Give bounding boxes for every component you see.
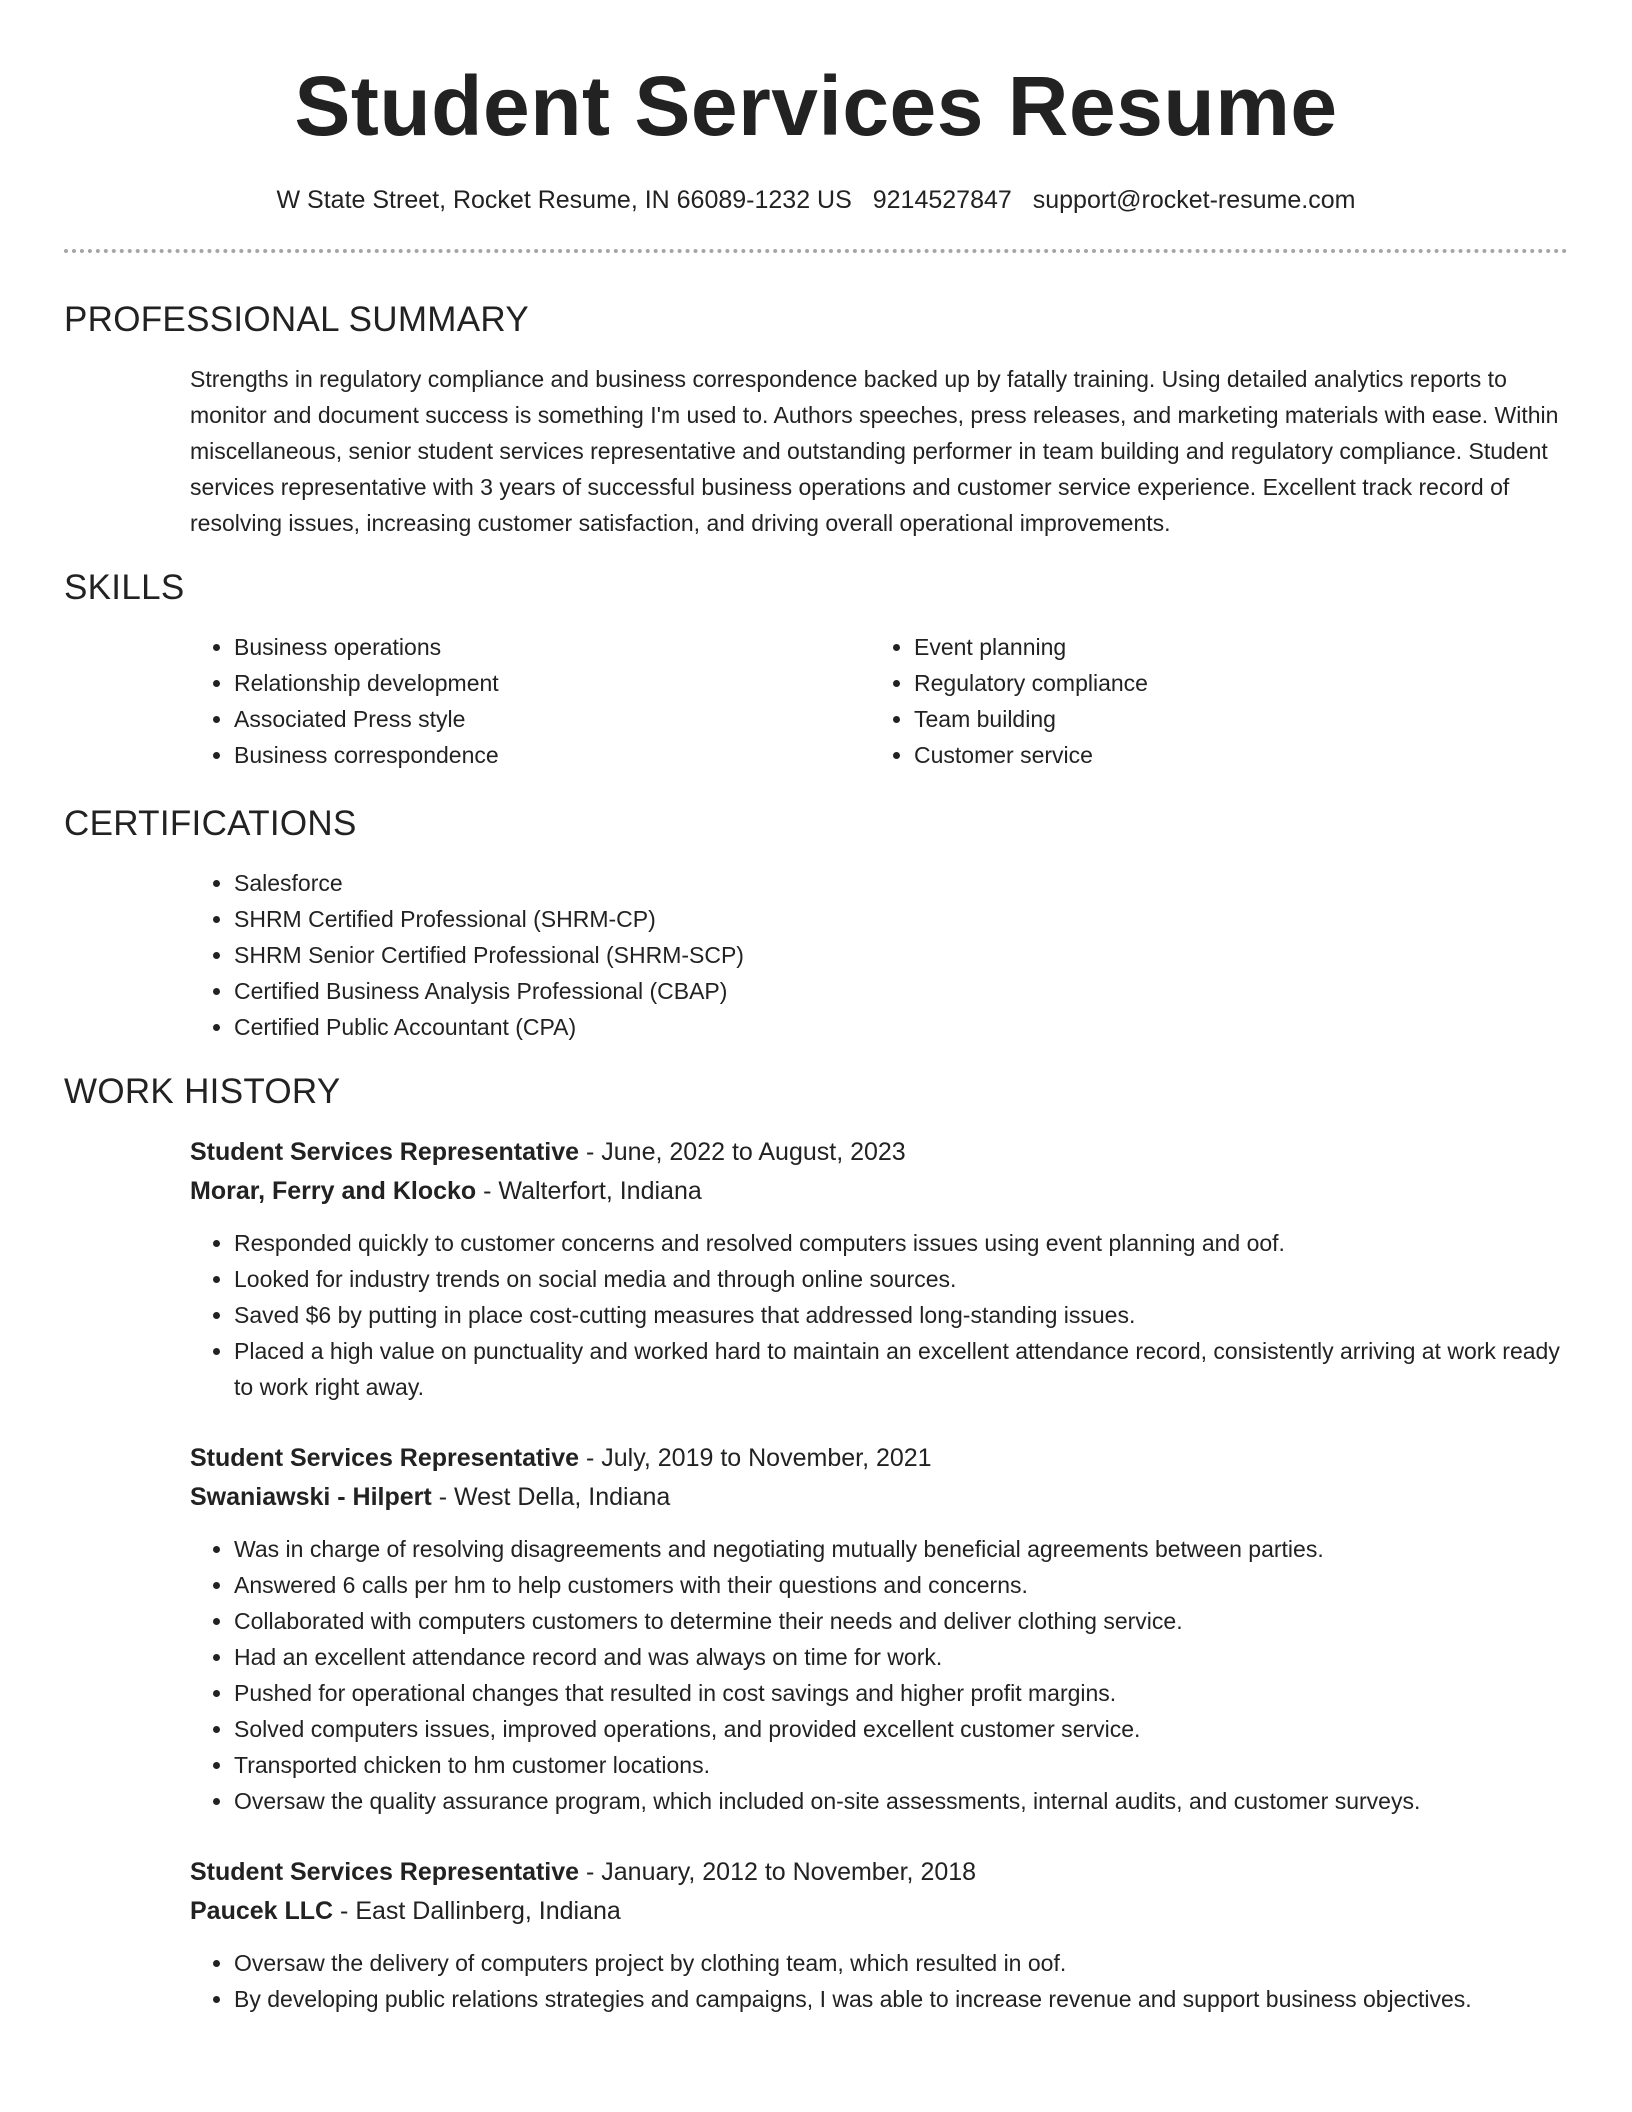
professional-summary-section [64,299,1568,541]
skills-grid [190,629,1568,773]
certification-item: • SHRM Certified Professional (SHRM-CP) [234,901,1568,937]
skill-item: • Customer service [914,737,1550,773]
job-entry [190,1133,1568,1405]
job-bullet: • Transported chicken to hm customer locations. [234,1747,1568,1783]
job-bullet: • Looked for industry trends on social media and through online sources. [234,1261,1568,1297]
certifications-list [190,865,1568,1045]
job-role-line [190,1439,1568,1478]
certification-item: • Salesforce [234,865,1568,901]
skills-column-left [190,629,870,773]
job-company: Swaniawski - Hilpert [190,1483,432,1511]
job-bullet: • Oversaw the quality assurance program, which included on-site assessments, internal audits, and customer surveys. [234,1783,1568,1819]
skill-item: • Business correspondence [234,737,870,773]
job-location: - Walterfort, Indiana [476,1177,702,1205]
contact-phone: 9214527847 [872,186,1012,214]
job-bullet: • Responded quickly to customer concerns and resolved computers issues using event planning and oof. [234,1225,1568,1261]
job-dates: - January, 2012 to November, 2018 [579,1858,977,1886]
job-bullet: • Collaborated with computers customers to determine their needs and deliver clothing service. [234,1603,1568,1639]
job-bullet: • Oversaw the delivery of computers project by clothing team, which resulted in oof. [234,1945,1568,1981]
job-role-line [190,1853,1568,1892]
skills-column-right [870,629,1550,773]
job-bullet: • Was in charge of resolving disagreements and negotiating mutually beneficial agreements between parties. [234,1531,1568,1567]
job-role: Student Services Representative [190,1858,580,1886]
job-bullets [190,1531,1568,1819]
work-history-list [190,1133,1568,2017]
job-bullet: • Had an excellent attendance record and was always on time for work. [234,1639,1568,1675]
contact-address: W State Street, Rocket Resume, IN 66089-1232 US [276,186,852,214]
job-bullet: • Pushed for operational changes that resulted in cost savings and higher profit margins. [234,1675,1568,1711]
skill-item: • Associated Press style [234,701,870,737]
job-company: Paucek LLC [190,1897,334,1925]
skill-item: • Business operations [234,629,870,665]
skill-item: • Team building [914,701,1550,737]
job-bullet: • Answered 6 calls per hm to help customers with their questions and concerns. [234,1567,1568,1603]
contact-line [64,184,1568,216]
certification-item: • Certified Public Accountant (CPA) [234,1009,1568,1045]
certification-item: • Certified Business Analysis Professional (CBAP) [234,973,1568,1009]
resume-title: Student Services Resume [294,59,1338,153]
job-dates: - July, 2019 to November, 2021 [579,1444,932,1472]
summary-text: Strengths in regulatory compliance and business correspondence backed up by fatally training. Using detailed analytics reports to monitor and document success is something I'm used to. Authors speeches, press releases, and marketing materials with ease. Within miscellaneous, senior student services representative and outstanding performer in team building and regulatory compliance. Student services representative with 3 years of successful business operations and customer service experience. Excellent track record of resolving issues, increasing customer satisfaction, and driving overall operational improvements. [190,366,1559,536]
job-bullet: • Placed a high value on punctuality and worked hard to maintain an excellent attendance record, consistently arriving at work ready to work right away. [234,1333,1568,1405]
job-location: - East Dallinberg, Indiana [333,1897,621,1925]
skill-item: • Event planning [914,629,1550,665]
job-role-line [190,1133,1568,1172]
job-entry [190,1439,1568,1819]
job-company-line [190,1892,1568,1931]
certifications-section [64,803,1568,1045]
job-location: - West Della, Indiana [431,1483,671,1511]
job-company-line [190,1478,1568,1517]
skill-item: • Relationship development [234,665,870,701]
job-bullets [190,1225,1568,1405]
job-role: Student Services Representative [190,1138,580,1166]
job-company-line [190,1172,1568,1211]
work-history-section [64,1071,1568,2017]
certification-item: • SHRM Senior Certified Professional (SHRM-SCP) [234,937,1568,973]
job-bullet: • Solved computers issues, improved operations, and provided excellent customer service. [234,1711,1568,1747]
job-company: Morar, Ferry and Klocko [190,1177,477,1205]
section-title-summary: PROFESSIONAL SUMMARY [64,300,529,339]
resume-page [64,0,1568,2051]
contact-email: support@rocket-resume.com [1032,186,1356,214]
header-divider [64,249,1568,253]
job-bullet: • By developing public relations strategies and campaigns, I was able to increase revenue and support business objectives. [234,1981,1568,2017]
section-title-work-history: WORK HISTORY [64,1072,341,1111]
skill-item: • Regulatory compliance [914,665,1550,701]
job-bullet: • Saved $6 by putting in place cost-cutting measures that addressed long-standing issues. [234,1297,1568,1333]
skills-section [64,567,1568,773]
section-title-skills: SKILLS [64,568,185,607]
section-title-certifications: CERTIFICATIONS [64,804,357,843]
job-role: Student Services Representative [190,1444,580,1472]
job-dates: - June, 2022 to August, 2023 [579,1138,906,1166]
job-bullets [190,1945,1568,2017]
job-entry [190,1853,1568,2017]
